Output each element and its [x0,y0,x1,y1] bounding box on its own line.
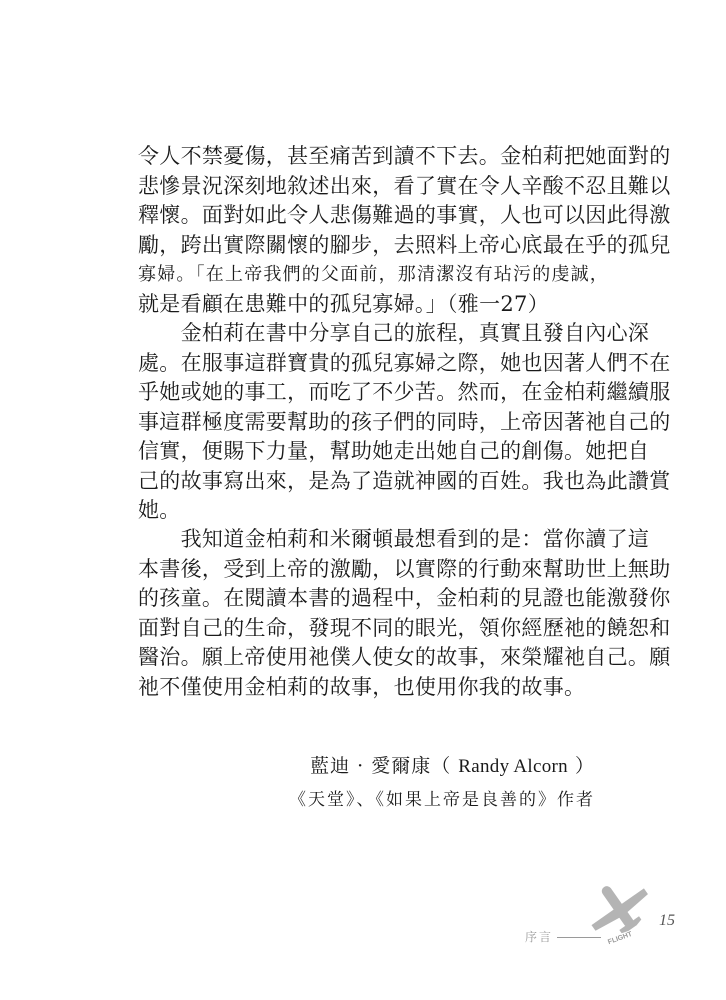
author-name-close: ） [574,755,595,777]
author-name-chinese: 藍迪 · 愛爾康（ [310,755,452,777]
text-line: 勵，跨出實際關懷的腳步，去照料上帝心底最在乎的孤兒 [138,232,671,257]
text-line: 她。 [138,498,181,522]
text-line: 面對自己的生命，發現不同的眼光，領你經歷祂的饒恕和 [138,615,671,640]
text-line: 處。在服事這群寶貴的孤兒寡婦之際，她也因著人們不在 [138,350,671,375]
section-label: 序言 [525,930,554,944]
text-line: 信實，便賜下力量，幫助她走出她自己的創傷。她把自 [138,439,650,463]
paragraph-2 [138,319,671,526]
scripture-quote-line: 寡婦。「在上帝我們的父面前，那清潔沒有玷污的虔誠， [138,264,609,285]
author-books: 《天堂》、《如果上帝是良善的》作者 [289,790,595,810]
text-line: 我知道金柏莉和米爾頓最想看到的是：當你讀了這 [138,527,650,551]
logo-wordmark: FLIGHT [607,930,634,947]
text-line: 的孩童。在閱讀本書的過程中，金柏莉的見證也能激發你 [138,586,671,610]
page-number: 15 [659,912,675,929]
paragraph-3 [138,525,671,702]
airplane-logo-icon [584,876,656,948]
text-line: 本書後，受到上帝的激勵，以實際的行動來幫助世上無助 [138,556,671,581]
text-line: 令人不禁憂傷，甚至痛苦到讀不下去。金柏莉把她面對的 [138,144,671,168]
text-line: 釋懷。面對如此令人悲傷難過的事實，人也可以因此得激 [138,203,671,227]
text-line: 祂不僅使用金柏莉的故事，也使用你我的故事。 [138,674,586,699]
text-line: 乎她或她的事工，而吃了不少苦。然而，在金柏莉繼續服 [138,380,671,404]
text-line: 醫治。願上帝使用祂僕人使女的故事，來榮耀祂自己。願 [138,645,671,669]
paragraph-1 [138,142,671,319]
text-line: 就是看顧在患難中的孤兒寡婦。」（雅一27） [138,291,550,316]
text-line: 事這群極度需要幫助的孩子們的同時，上帝因著祂自己的 [138,409,671,434]
author-name-english: Randy Alcorn [458,756,568,777]
author-signature [310,751,595,778]
text-line: 悲慘景況深刻地敘述出來，看了實在令人辛酸不忍且難以 [138,173,671,198]
text-line: 金柏莉在書中分享自己的旅程，真實且發自內心深 [138,321,650,345]
text-line: 己的故事寫出來，是為了造就神國的百姓。我也為此讚賞 [138,468,671,493]
